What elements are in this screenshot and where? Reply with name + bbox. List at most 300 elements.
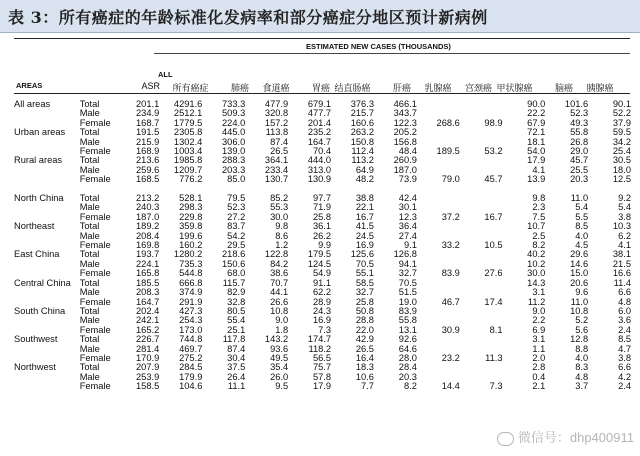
value-cell: 32.8 [227, 296, 246, 307]
value-cell: 11.0 [570, 193, 589, 204]
value-cell: 26.6 [270, 296, 289, 307]
value-cell: 169.8 [136, 240, 160, 251]
sex-cell: Total [79, 362, 100, 373]
value-cell: 41.5 [355, 221, 374, 232]
value-cell: 54.9 [312, 268, 332, 279]
value-cell: 36.4 [398, 221, 417, 232]
value-cell: 11.0 [570, 296, 589, 307]
value-cell: 115.7 [222, 277, 246, 288]
value-cell: 52.3 [227, 202, 246, 213]
value-cell: 4.1 [532, 164, 546, 175]
value-cell: 70.5 [398, 277, 417, 288]
value-cell: 1280.2 [173, 249, 203, 260]
value-cell: 528.1 [179, 193, 203, 204]
value-cell: 53.2 [484, 146, 503, 157]
value-cell: 9.2 [618, 193, 631, 204]
value-cell: 26.5 [270, 146, 289, 157]
value-cell: 160.6 [350, 117, 374, 128]
value-cell: 201.1 [136, 99, 160, 109]
value-cell: 10.3 [612, 221, 631, 232]
sex-cell: Female [79, 381, 111, 392]
value-cell [463, 335, 506, 344]
area-cell [14, 138, 80, 147]
value-cell: 82.9 [227, 287, 246, 298]
value-cell: 26.4 [227, 371, 246, 382]
value-cell: 5.5 [575, 211, 589, 222]
value-cell: 50.8 [355, 305, 374, 316]
value-cell: 124.5 [307, 258, 332, 269]
column-header: 胃癌 [311, 83, 330, 93]
value-cell: 48.4 [398, 146, 417, 157]
value-cell [463, 194, 506, 203]
sex-cell: Male [79, 230, 100, 241]
sex-cell: Male [79, 202, 100, 213]
value-cell: 113.2 [351, 155, 374, 166]
value-cell: 254.3 [179, 315, 203, 326]
value-cell: 10.8 [570, 305, 589, 316]
value-cell: 44.1 [270, 287, 289, 298]
area-cell: Central China [14, 277, 71, 288]
value-cell: 284.5 [179, 362, 203, 373]
value-cell: 11.4 [613, 277, 631, 288]
value-cell: 16.7 [355, 211, 374, 222]
value-cell: 19.0 [398, 296, 417, 307]
value-cell: 444.0 [307, 155, 332, 166]
sex-cell: Total [79, 221, 100, 232]
sex-cell: Female [79, 268, 111, 279]
area-cell [14, 373, 80, 382]
value-cell: 93.6 [270, 343, 289, 354]
value-cell: 25.5 [570, 164, 589, 175]
value-cell: 113.8 [265, 127, 289, 138]
value-cell: 215.7 [350, 108, 374, 119]
value-cell: 173.0 [179, 324, 203, 335]
value-cell: 46.7 [441, 296, 460, 307]
value-cell: 8.5 [618, 334, 631, 345]
value-cell: 1209.7 [173, 164, 203, 175]
value-cell: 51.5 [398, 287, 417, 298]
value-cell: 42.4 [398, 193, 417, 204]
value-cell: 122.8 [264, 249, 289, 260]
value-cell: 75.7 [312, 362, 332, 373]
value-cell: 30.5 [612, 155, 631, 166]
value-cell: 139.0 [222, 146, 246, 157]
sex-cell: Total [79, 155, 100, 166]
value-cell: 374.9 [179, 287, 203, 298]
value-cell [420, 194, 463, 203]
area-cell [14, 316, 80, 325]
value-cell: 49.3 [570, 117, 589, 128]
value-cell: 359.8 [179, 221, 203, 232]
value-cell: 4.5 [575, 240, 589, 251]
value-cell: 24.5 [355, 230, 374, 241]
value-cell: 28.8 [355, 315, 374, 326]
value-cell: 208.3 [136, 287, 160, 298]
value-cell: 427.3 [179, 305, 203, 316]
value-cell [420, 222, 463, 231]
header-rule [14, 93, 630, 94]
value-cell: 291.9 [179, 296, 203, 307]
value-cell: 25.8 [355, 296, 374, 307]
value-cell: 165.2 [136, 324, 160, 335]
value-cell: 544.8 [179, 268, 203, 279]
value-cell: 14.6 [570, 258, 589, 269]
value-cell: 179.5 [307, 249, 332, 260]
value-cell: 2512.1 [173, 108, 203, 119]
value-cell: 5.4 [618, 202, 631, 213]
value-cell: 11.1 [227, 381, 246, 392]
value-cell: 6.9 [532, 324, 546, 335]
value-cell: 233.4 [264, 164, 289, 175]
value-cell: 466.1 [393, 99, 417, 109]
value-cell: 27.4 [398, 230, 417, 241]
value-cell: 313.0 [307, 164, 332, 175]
value-cell: 13.1 [398, 324, 417, 335]
value-cell: 79.5 [227, 193, 246, 204]
value-cell: 263.2 [350, 127, 374, 138]
area-cell: North China [14, 193, 64, 204]
sex-cell: Male [79, 371, 100, 382]
area-cell [14, 109, 80, 118]
value-cell: 213.6 [136, 155, 160, 166]
value-cell: 6.6 [618, 287, 631, 298]
area-cell: Rural areas [14, 155, 63, 166]
value-cell: 70.5 [355, 258, 374, 269]
value-cell: 58.5 [355, 277, 374, 288]
value-cell: 49.5 [270, 352, 289, 363]
sex-cell: Male [79, 315, 100, 326]
value-cell: 37.2 [441, 211, 460, 222]
value-cell: 84.2 [270, 258, 289, 269]
value-cell: 55.1 [355, 268, 374, 279]
value-cell: 68.0 [227, 268, 246, 279]
value-cell: 8.3 [575, 362, 589, 373]
value-cell: 165.8 [136, 268, 160, 279]
area-cell [14, 232, 80, 241]
value-cell: 170.9 [136, 352, 160, 363]
value-cell: 11.3 [485, 352, 503, 363]
sex-cell: Total [79, 249, 100, 260]
value-cell: 364.1 [264, 155, 289, 166]
table-title: 表 3：所有癌症的年龄标准化发病率和部分癌症分地区预计新病例 [8, 8, 488, 27]
value-cell [420, 100, 463, 109]
value-cell: 1985.8 [173, 155, 203, 166]
value-cell: 48.2 [355, 174, 374, 185]
value-cell: 14.4 [441, 381, 460, 392]
value-cell: 6.2 [618, 230, 631, 241]
value-cell: 187.0 [136, 211, 160, 222]
value-cell: 11.2 [527, 296, 546, 307]
value-cell: 52.2 [612, 108, 631, 119]
value-cell: 5.6 [575, 324, 589, 335]
value-cell: 83.9 [398, 305, 417, 316]
value-cell [463, 156, 506, 165]
value-cell: 4291.6 [173, 99, 203, 109]
value-cell: 744.8 [179, 334, 203, 345]
value-cell: 101.6 [564, 99, 589, 109]
value-cell: 9.1 [403, 240, 417, 251]
value-cell: 1779.5 [173, 117, 203, 128]
value-cell: 150.8 [350, 136, 374, 147]
value-cell: 23.2 [441, 352, 460, 363]
sex-cell: Female [79, 117, 111, 128]
value-cell: 4.0 [575, 352, 589, 363]
value-cell: 174.7 [307, 334, 332, 345]
value-cell: 3.8 [618, 211, 631, 222]
watermark [497, 427, 634, 446]
value-cell: 33.2 [441, 240, 460, 251]
value-cell: 35.4 [270, 362, 289, 373]
value-cell: 224.0 [222, 117, 246, 128]
value-cell: 26.5 [355, 343, 374, 354]
value-cell: 32.7 [398, 268, 417, 279]
area-cell: All areas [14, 99, 51, 109]
value-cell: 2.4 [618, 381, 631, 392]
value-cell: 90.1 [612, 99, 631, 109]
value-cell: 55.4 [227, 315, 246, 326]
value-cell: 215.9 [136, 136, 160, 147]
value-cell: 3.1 [532, 287, 546, 298]
value-cell: 7.5 [532, 211, 546, 222]
value-cell: 8.2 [532, 240, 546, 251]
column-header: 结直肠癌 [334, 83, 371, 93]
value-cell: 70.7 [270, 277, 289, 288]
value-cell: 122.3 [393, 117, 417, 128]
column-header: 所有癌症 [172, 83, 209, 93]
area-cell: Northeast [14, 221, 55, 232]
value-cell: 32.7 [355, 287, 374, 298]
value-cell: 3.7 [575, 381, 589, 392]
wechat-icon [497, 432, 514, 446]
value-cell: 6.6 [618, 362, 631, 373]
value-cell [463, 279, 506, 288]
value-cell: 118.2 [308, 343, 332, 354]
value-cell [420, 279, 463, 288]
value-cell: 320.8 [264, 108, 289, 119]
sex-cell: Male [79, 258, 100, 269]
value-cell: 7.3 [489, 381, 503, 392]
column-header: 肺癌 [230, 83, 249, 93]
value-cell: 10.6 [355, 371, 374, 382]
value-cell: 226.7 [136, 334, 160, 345]
value-cell: 24.3 [312, 305, 332, 316]
value-cell: 126.8 [393, 249, 417, 260]
value-cell: 16.7 [484, 211, 503, 222]
value-cell: 306.0 [222, 136, 246, 147]
value-cell: 70.4 [312, 146, 332, 157]
value-cell: 26.8 [570, 136, 589, 147]
value-cell: 55.3 [270, 202, 289, 213]
value-cell: 20.6 [570, 277, 589, 288]
value-cell: 13.9 [527, 174, 546, 185]
value-cell: 64.9 [355, 164, 374, 175]
value-cell: 26.2 [312, 230, 332, 241]
value-cell: 79.0 [441, 174, 460, 185]
value-cell: 8.1 [489, 324, 503, 335]
table-sheet [6, 34, 638, 454]
value-cell: 235.2 [307, 127, 332, 138]
value-cell: 2.4 [618, 324, 631, 335]
value-cell: 85.2 [270, 193, 289, 204]
value-cell: 3.1 [532, 334, 546, 345]
area-cell: South China [14, 305, 66, 316]
sex-cell: Male [79, 164, 100, 175]
value-cell [463, 222, 506, 231]
value-cell: 4.1 [618, 240, 631, 251]
value-cell: 4.8 [618, 296, 631, 307]
value-cell: 28.4 [398, 362, 417, 373]
value-cell: 5.4 [575, 202, 589, 213]
value-cell: 3.8 [618, 352, 631, 363]
value-cell: 90.0 [527, 99, 546, 109]
value-cell [420, 156, 463, 165]
sex-cell: Total [79, 334, 100, 345]
sex-cell: Female [79, 211, 111, 222]
value-cell: 12.3 [398, 211, 417, 222]
value-cell: 57.8 [312, 371, 332, 382]
value-cell: 38.1 [612, 249, 631, 260]
value-cell: 185.5 [136, 277, 160, 288]
value-cell: 14.3 [527, 277, 546, 288]
value-cell: 29.5 [227, 240, 246, 251]
value-cell: 91.1 [312, 277, 332, 288]
value-cell: 189.5 [436, 146, 460, 157]
value-cell: 83.9 [441, 268, 460, 279]
value-cell: 67.9 [527, 117, 546, 128]
value-cell: 1302.4 [173, 136, 203, 147]
sex-cell: Female [79, 146, 111, 157]
value-cell: 4.0 [575, 230, 589, 241]
value-cell: 16.4 [355, 352, 374, 363]
incidence-table [14, 100, 634, 392]
value-cell: 240.3 [136, 202, 160, 213]
value-cell [463, 250, 506, 259]
value-cell: 25.8 [312, 211, 332, 222]
value-cell: 735.3 [179, 258, 203, 269]
value-cell: 12.5 [612, 174, 631, 185]
value-cell: 207.9 [136, 362, 160, 373]
value-cell: 73.9 [398, 174, 417, 185]
area-cell [14, 203, 80, 212]
value-cell: 8.6 [275, 230, 289, 241]
value-cell: 224.1 [136, 258, 160, 269]
sex-cell: Female [79, 296, 111, 307]
value-cell: 83.7 [227, 221, 246, 232]
value-cell: 87.4 [227, 343, 246, 354]
column-header: 食道癌 [262, 83, 290, 93]
area-cell: Southwest [14, 334, 58, 345]
area-cell [14, 288, 80, 297]
value-cell: 281.4 [136, 343, 160, 354]
value-cell: 30.4 [227, 352, 246, 363]
value-cell: 5.2 [575, 315, 589, 326]
column-header: 宫颈癌 [464, 83, 492, 93]
value-cell: 2.8 [532, 362, 546, 373]
area-cell [14, 382, 80, 391]
value-cell [420, 335, 463, 344]
sex-cell: Female [79, 240, 111, 251]
value-cell: 164.7 [307, 136, 332, 147]
value-cell: 1.1 [532, 343, 546, 354]
value-cell: 72.1 [527, 127, 546, 138]
value-cell: 477.9 [264, 99, 289, 109]
value-cell: 92.6 [398, 334, 417, 345]
sex-cell: Total [79, 127, 100, 138]
value-cell: 2.0 [532, 352, 546, 363]
table-row [14, 382, 634, 391]
value-cell: 45.7 [570, 155, 589, 166]
value-cell: 242.1 [136, 315, 160, 326]
value-cell: 509.3 [222, 108, 246, 119]
value-cell: 4.2 [618, 371, 631, 382]
value-cell [463, 100, 506, 109]
value-cell: 18.0 [612, 164, 631, 175]
value-cell: 38.6 [270, 268, 289, 279]
value-cell [420, 128, 463, 137]
estimated-underline [154, 53, 630, 54]
value-cell [420, 307, 463, 316]
value-cell: 234.9 [136, 108, 160, 119]
value-cell: 179.9 [179, 371, 203, 382]
value-cell: 158.5 [136, 381, 160, 392]
top-rule [14, 38, 630, 39]
value-cell: 168.5 [136, 174, 160, 185]
value-cell: 2.1 [532, 381, 546, 392]
value-cell: 55.8 [570, 127, 589, 138]
value-cell: 97.7 [312, 193, 332, 204]
area-cell: Northwest [14, 362, 56, 373]
sex-cell: Female [79, 174, 111, 185]
value-cell: 26.0 [270, 371, 289, 382]
value-cell: 18.3 [355, 362, 374, 373]
value-cell [463, 363, 506, 372]
value-cell: 259.6 [136, 164, 160, 175]
value-cell: 37.9 [612, 117, 631, 128]
value-cell: 20.3 [398, 371, 417, 382]
value-cell: 208.4 [136, 230, 160, 241]
value-cell: 2305.8 [173, 127, 203, 138]
value-cell: 16.9 [312, 315, 332, 326]
value-cell: 168.7 [136, 117, 160, 128]
value-cell: 54.0 [527, 146, 546, 157]
value-cell: 218.6 [222, 249, 246, 260]
value-cell: 40.2 [527, 249, 546, 260]
value-cell: 260.9 [393, 155, 417, 166]
value-cell: 8.8 [575, 343, 589, 354]
sex-cell: Female [79, 324, 111, 335]
value-cell: 16.6 [612, 268, 631, 279]
value-cell: 10.8 [270, 305, 289, 316]
value-cell [420, 250, 463, 259]
value-cell: 45.7 [484, 174, 503, 185]
sex-cell: Total [79, 193, 100, 204]
value-cell: 27.6 [484, 268, 503, 279]
value-cell: 15.0 [570, 268, 589, 279]
value-cell: 80.5 [227, 305, 246, 316]
value-cell: 94.1 [398, 258, 417, 269]
value-cell: 157.2 [264, 117, 289, 128]
value-cell: 17.9 [527, 155, 546, 166]
column-header: 脑癌 [554, 83, 573, 93]
value-cell: 16.9 [355, 240, 374, 251]
value-cell: 445.0 [222, 127, 246, 138]
value-cell: 9.6 [575, 287, 589, 298]
value-cell: 193.7 [136, 249, 160, 260]
title-bar [0, 0, 640, 33]
estimated-header: ESTIMATED NEW CASES (THOUSANDS) [306, 42, 451, 51]
value-cell: 201.4 [307, 117, 332, 128]
column-header: 胰腺癌 [586, 83, 614, 93]
